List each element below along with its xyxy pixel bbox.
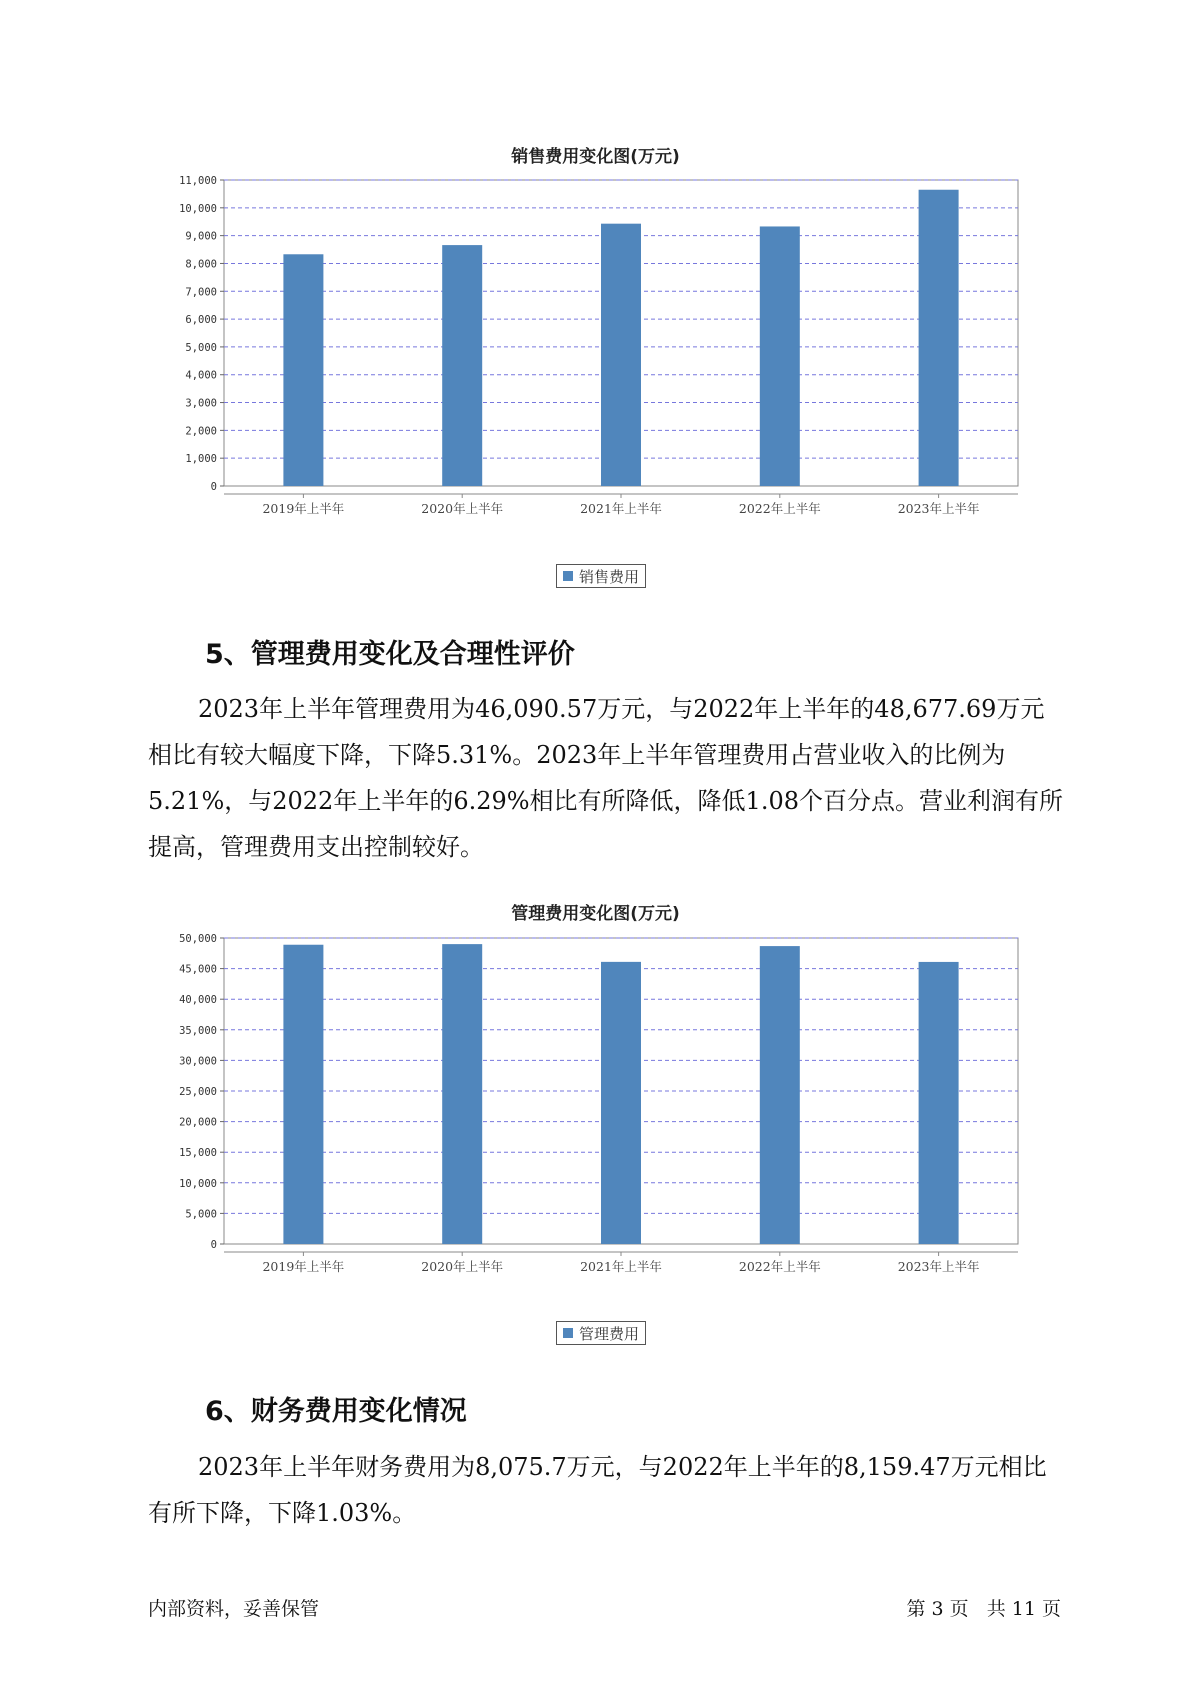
chart1-x-tick-label: 2019年上半年 xyxy=(262,501,345,516)
chart2-y-tick-label: 20,000 xyxy=(179,1116,217,1129)
admin-expense-chart xyxy=(150,926,1020,1274)
chart2-y-tick-label: 10,000 xyxy=(179,1177,217,1190)
chart2-x-tick-label: 2019年上半年 xyxy=(262,1259,345,1274)
chart1-bar xyxy=(442,245,482,486)
chart2-y-tick-label: 45,000 xyxy=(179,963,217,976)
chart1-y-tick-label: 9,000 xyxy=(185,230,217,243)
chart1-y-tick-label: 2,000 xyxy=(185,425,217,438)
chart1-legend xyxy=(556,564,646,588)
chart2-bar xyxy=(601,962,641,1244)
chart1-y-tick-label: 7,000 xyxy=(185,286,217,299)
footer-confidential: 内部资料，妥善保管 xyxy=(148,1598,320,1620)
section5-paragraph: 2023年上半年管理费用为46,090.57万元，与2022年上半年的48,677.69万元相比有较大幅度下降，下降5.31%。2023年上半年管理费用占营业收入的比例为5.21%，与2022年上半年的6.29%相比有所降低，降低1.08个百分点。营业利润有所提高，管理费用支出控制较好。 xyxy=(148,695,1063,861)
chart2-legend-label: 管理费用 xyxy=(579,1324,640,1343)
chart1-y-tick-label: 1,000 xyxy=(185,453,217,466)
chart2-y-tick-label: 40,000 xyxy=(179,994,217,1007)
chart1-y-tick-label: 0 xyxy=(210,481,217,493)
chart2-bar xyxy=(442,944,482,1244)
chart2-legend xyxy=(556,1321,646,1345)
chart2-y-tick-label: 50,000 xyxy=(179,933,217,945)
chart2-bar xyxy=(760,946,800,1244)
chart1-bar xyxy=(919,190,959,486)
chart2-y-tick-label: 15,000 xyxy=(179,1147,217,1160)
chart2-x-tick-label: 2022年上半年 xyxy=(738,1259,821,1274)
chart1-y-tick-label: 4,000 xyxy=(185,369,217,382)
chart1-y-tick-label: 8,000 xyxy=(185,258,217,271)
legend-swatch xyxy=(563,1328,573,1338)
chart2-y-tick-label: 35,000 xyxy=(179,1024,217,1037)
chart1-title: 销售费用变化图(万元) xyxy=(511,147,680,167)
chart2-y-tick-label: 0 xyxy=(210,1239,217,1251)
chart2-x-tick-label: 2021年上半年 xyxy=(580,1259,662,1274)
chart1-x-tick-label: 2022年上半年 xyxy=(738,501,821,516)
chart2-y-tick-label: 30,000 xyxy=(179,1055,217,1068)
chart2-title: 管理费用变化图(万元) xyxy=(511,904,680,924)
chart1-y-tick-label: 6,000 xyxy=(185,314,217,327)
chart1-bar xyxy=(283,254,323,486)
chart2-bar xyxy=(283,945,323,1244)
sales-expense-chart xyxy=(150,168,1020,516)
chart1-bar xyxy=(760,226,800,486)
chart1-legend-label: 销售费用 xyxy=(579,567,640,586)
chart2-x-tick-label: 2023年上半年 xyxy=(897,1259,980,1274)
chart1-x-tick-label: 2020年上半年 xyxy=(421,501,504,516)
chart1-y-tick-label: 3,000 xyxy=(185,397,217,410)
chart2-y-tick-label: 5,000 xyxy=(185,1208,217,1221)
chart2-bar xyxy=(919,962,959,1244)
section5-heading: 5、管理费用变化及合理性评价 xyxy=(205,639,575,670)
chart1-bar xyxy=(601,224,641,486)
section6-paragraph: 2023年上半年财务费用为8,075.7万元，与2022年上半年的8,159.47万元相比有所下降，下降1.03%。 xyxy=(148,1453,1047,1527)
chart1-x-tick-label: 2021年上半年 xyxy=(580,501,662,516)
section6-heading: 6、财务费用变化情况 xyxy=(205,1396,467,1427)
footer-page-number: 第 3 页 共 11 页 xyxy=(906,1598,1061,1620)
chart1-y-tick-label: 11,000 xyxy=(179,175,217,187)
chart1-x-tick-label: 2023年上半年 xyxy=(897,501,980,516)
chart1-y-tick-label: 10,000 xyxy=(179,202,217,215)
chart2-y-tick-label: 25,000 xyxy=(179,1086,217,1098)
chart2-x-tick-label: 2020年上半年 xyxy=(421,1259,504,1274)
chart1-y-tick-label: 5,000 xyxy=(185,341,217,354)
legend-swatch xyxy=(563,571,573,581)
